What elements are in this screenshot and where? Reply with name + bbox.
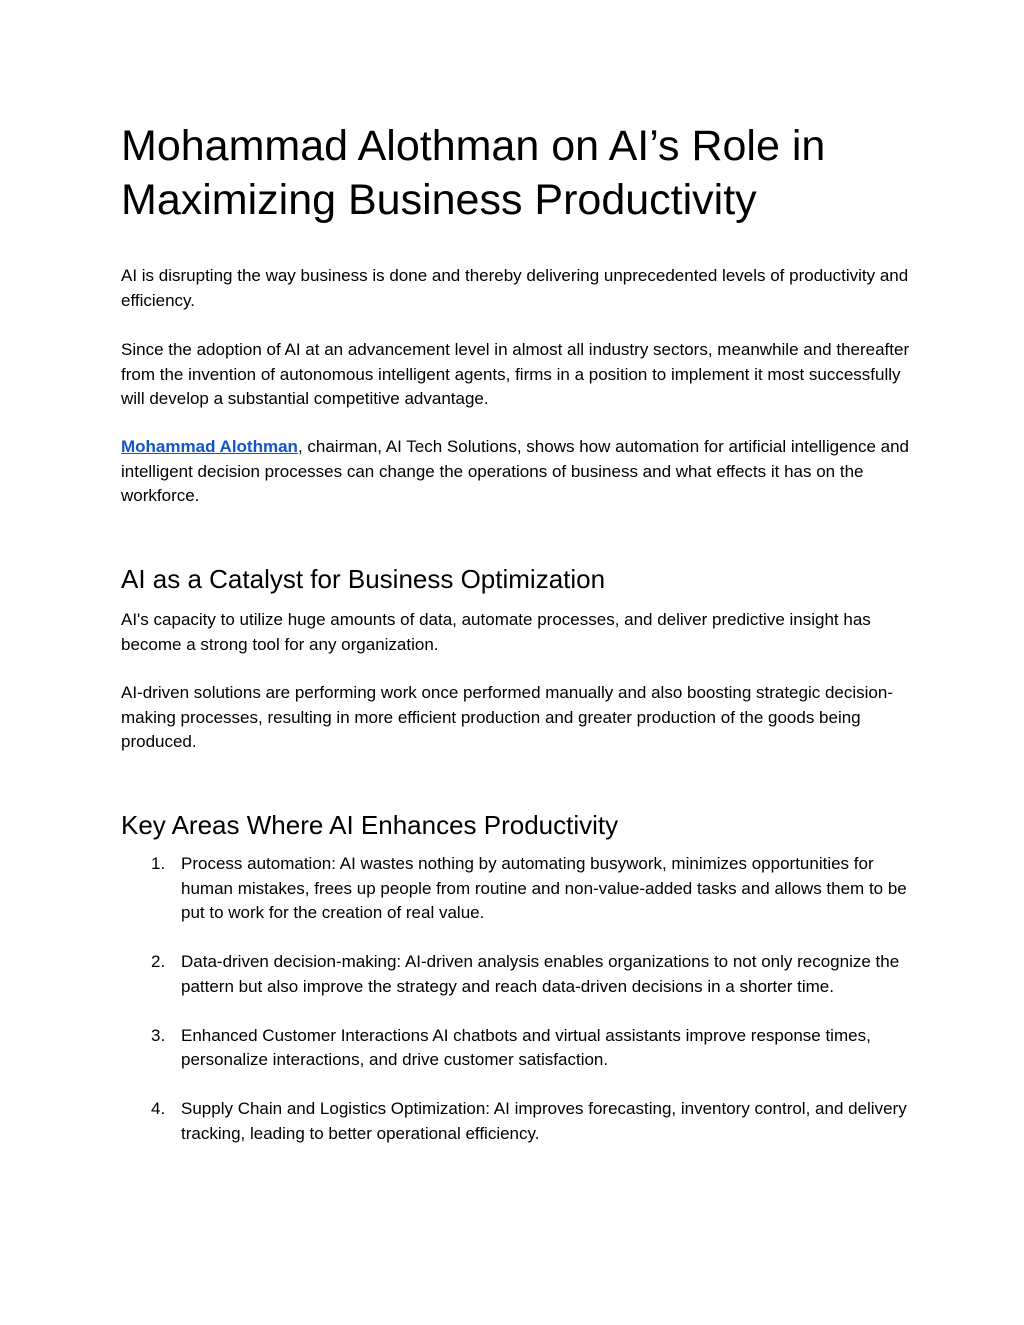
- list-item: [121, 1024, 911, 1073]
- page-title: Mohammad Alothman on AI’s Role in Maximizing Business Productivity: [121, 122, 826, 224]
- section-heading-optimization: AI as a Catalyst for Business Optimization: [121, 564, 606, 594]
- list-item-text: Data-driven decision-making: AI-driven analysis enables organizations to not only recognize the pattern but also improve the strategy and reach data-driven decisions in a shorter time.: [181, 952, 900, 996]
- intro-paragraph-1: AI is disrupting the way business is done and thereby delivering unprecedented levels of productivity and efficiency.: [121, 266, 909, 310]
- optimization-paragraph-2: AI-driven solutions are performing work once performed manually and also boosting strategic decision-making processes, resulting in more efficient production and greater production of the goods being produced.: [121, 683, 893, 751]
- list-item-number: 2.: [151, 952, 166, 971]
- list-item-text: Process automation: AI wastes nothing by automating busywork, minimizes opportunities for human mistakes, frees up people from routine and non-value-added tasks and allows them to be put to work for the creation of real value.: [181, 854, 907, 922]
- list-item: [121, 1097, 911, 1146]
- list-item-number: 4.: [151, 1099, 166, 1118]
- section-heading-key-areas: Key Areas Where AI Enhances Productivity: [121, 810, 619, 840]
- optimization-paragraph-1: AI's capacity to utilize huge amounts of data, automate processes, and deliver predictive insight has become a strong tool for any organization.: [121, 610, 871, 654]
- list-item-text: Enhanced Customer Interactions AI chatbots and virtual assistants improve response times, personalize interactions, and drive customer satisfaction.: [181, 1025, 871, 1069]
- key-areas-list: [121, 852, 911, 1171]
- list-item: [121, 852, 911, 926]
- list-item-text: Supply Chain and Logistics Optimization: AI improves forecasting, inventory control, and delivery tracking, leading to better operational efficiency.: [181, 1099, 907, 1143]
- intro-paragraph-2: Since the adoption of AI at an advancement level in almost all industry sectors, meanwhile and thereafter from the invention of autonomous intelligent agents, firms in a position to implement it most successfully will develop a substantial competitive advantage.: [121, 340, 910, 408]
- author-paragraph-text: , chairman, AI Tech Solutions, shows how automation for artificial intelligence and intelligent decision processes can change the operations of business and what effects it has on the workforce.: [121, 437, 910, 505]
- list-item-number: 1.: [151, 854, 166, 873]
- list-item: [121, 950, 911, 999]
- list-item-number: 3.: [151, 1025, 166, 1045]
- author-paragraph: [121, 435, 911, 509]
- author-link[interactable]: Mohammad Alothman: [121, 437, 298, 456]
